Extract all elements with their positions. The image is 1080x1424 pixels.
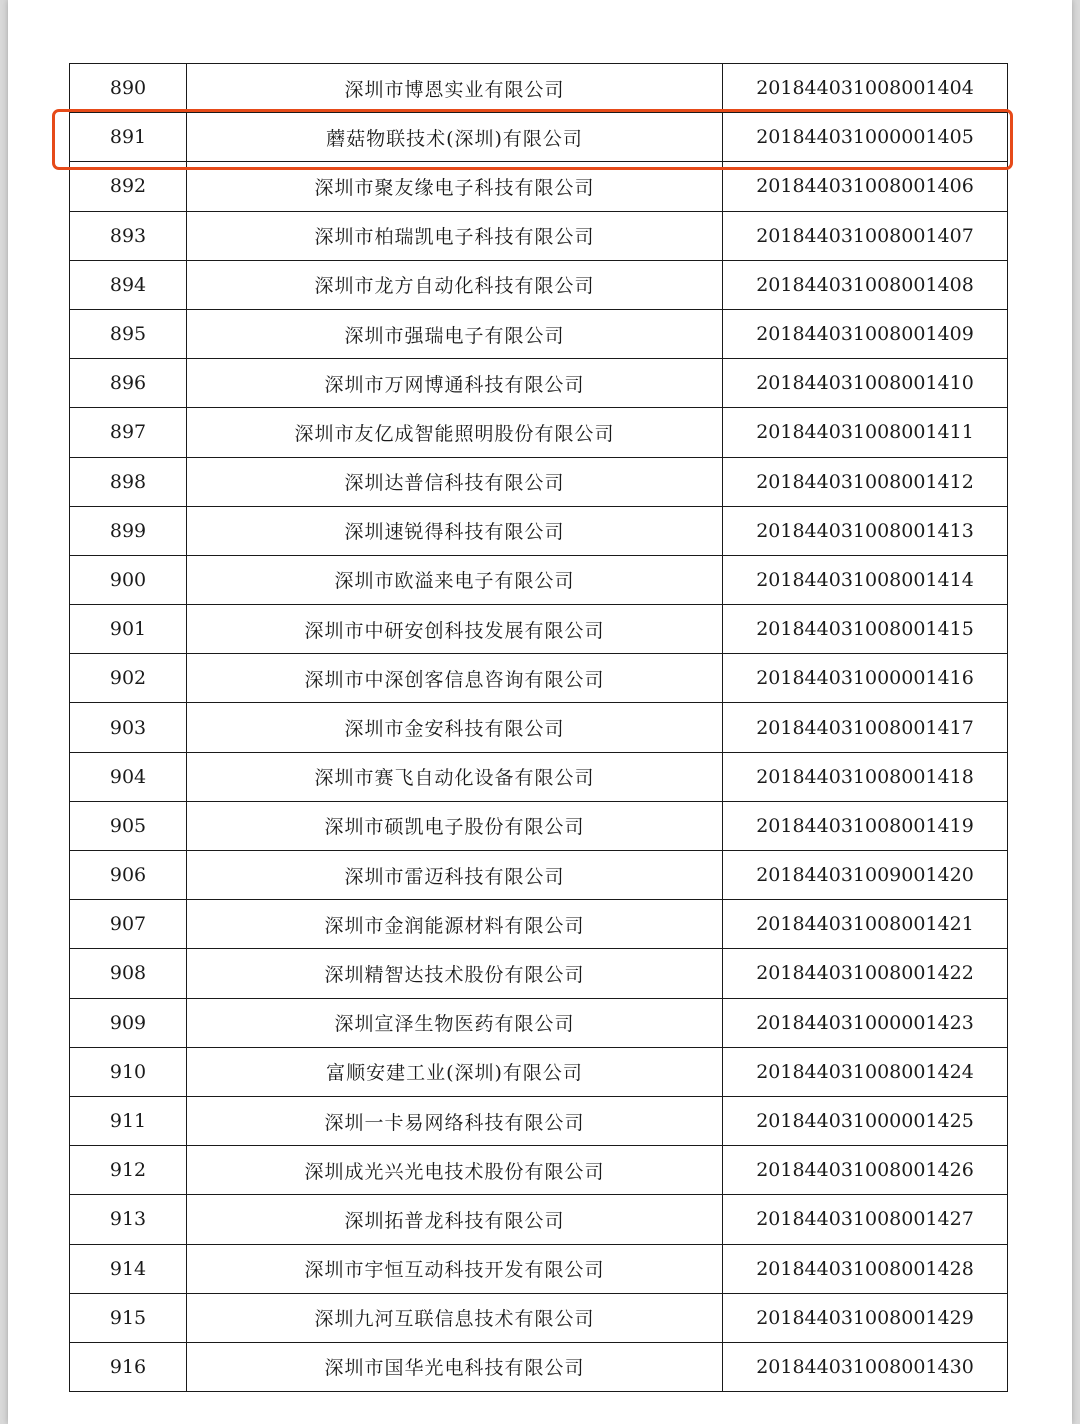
table-row (70, 457, 1008, 506)
registration-code-cell: 201844031008001404 (723, 64, 1008, 113)
table-row (70, 1244, 1008, 1293)
row-number-cell: 903 (70, 703, 187, 752)
row-number-cell: 894 (70, 260, 187, 309)
registration-code-cell: 201844031008001408 (723, 260, 1008, 309)
company-name-cell: 深圳市万网博通科技有限公司 (187, 359, 723, 408)
row-number-cell: 893 (70, 211, 187, 260)
table-row (70, 359, 1008, 408)
row-number-cell: 911 (70, 1096, 187, 1145)
company-name-cell: 深圳拓普龙科技有限公司 (187, 1195, 723, 1244)
table-row (70, 1146, 1008, 1195)
table-row (70, 654, 1008, 703)
company-name-cell: 深圳九河互联信息技术有限公司 (187, 1293, 723, 1342)
row-number-cell: 910 (70, 1047, 187, 1096)
table-row (70, 1047, 1008, 1096)
table-row (70, 1096, 1008, 1145)
registration-code-cell: 201844031008001428 (723, 1244, 1008, 1293)
registration-code-cell: 201844031008001426 (723, 1146, 1008, 1195)
table-row (70, 162, 1008, 211)
table-row (70, 1342, 1008, 1391)
company-name-cell: 深圳市国华光电科技有限公司 (187, 1342, 723, 1391)
row-number-cell: 906 (70, 851, 187, 900)
row-number-cell: 902 (70, 654, 187, 703)
registration-code-cell: 201844031008001414 (723, 555, 1008, 604)
company-name-cell: 深圳市龙方自动化科技有限公司 (187, 260, 723, 309)
registration-code-cell: 201844031008001410 (723, 359, 1008, 408)
company-name-cell: 深圳市聚友缘电子科技有限公司 (187, 162, 723, 211)
registration-code-cell: 201844031008001413 (723, 506, 1008, 555)
row-number-cell: 895 (70, 309, 187, 358)
registration-code-cell: 201844031008001415 (723, 605, 1008, 654)
table-row (70, 998, 1008, 1047)
company-name-cell: 深圳市欧溢来电子有限公司 (187, 555, 723, 604)
row-number-cell: 914 (70, 1244, 187, 1293)
row-number-cell: 898 (70, 457, 187, 506)
registration-code-cell: 201844031008001430 (723, 1342, 1008, 1391)
row-number-cell: 915 (70, 1293, 187, 1342)
registration-code-cell: 201844031008001412 (723, 457, 1008, 506)
table-row (70, 1293, 1008, 1342)
row-number-cell: 892 (70, 162, 187, 211)
company-name-cell: 深圳市中深创客信息咨询有限公司 (187, 654, 723, 703)
table-row (70, 752, 1008, 801)
table-row (70, 64, 1008, 113)
table-row (70, 506, 1008, 555)
registration-code-cell: 201844031009001420 (723, 851, 1008, 900)
company-table (69, 63, 1008, 1392)
company-name-cell: 深圳成光兴光电技术股份有限公司 (187, 1146, 723, 1195)
registration-code-cell: 201844031008001427 (723, 1195, 1008, 1244)
row-number-cell: 897 (70, 408, 187, 457)
row-number-cell: 896 (70, 359, 187, 408)
registration-code-cell: 201844031008001424 (723, 1047, 1008, 1096)
registration-code-cell: 201844031008001417 (723, 703, 1008, 752)
registration-code-cell: 201844031008001409 (723, 309, 1008, 358)
row-number-cell: 916 (70, 1342, 187, 1391)
registration-code-cell: 201844031000001425 (723, 1096, 1008, 1145)
table-row (70, 605, 1008, 654)
company-name-cell: 深圳市强瑞电子有限公司 (187, 309, 723, 358)
table-row (70, 260, 1008, 309)
company-name-cell: 深圳市宇恒互动科技开发有限公司 (187, 1244, 723, 1293)
row-number-cell: 904 (70, 752, 187, 801)
row-number-cell: 900 (70, 555, 187, 604)
table-row (70, 949, 1008, 998)
company-name-cell: 深圳速锐得科技有限公司 (187, 506, 723, 555)
row-number-cell: 890 (70, 64, 187, 113)
table-row (70, 211, 1008, 260)
table-row (70, 309, 1008, 358)
registration-code-cell: 201844031008001429 (723, 1293, 1008, 1342)
row-number-cell: 907 (70, 900, 187, 949)
registration-code-cell: 201844031008001411 (723, 408, 1008, 457)
company-name-cell: 深圳市友亿成智能照明股份有限公司 (187, 408, 723, 457)
registration-code-cell: 201844031008001407 (723, 211, 1008, 260)
registration-code-cell: 201844031008001419 (723, 801, 1008, 850)
company-name-cell: 深圳市柏瑞凯电子科技有限公司 (187, 211, 723, 260)
table-row (70, 555, 1008, 604)
table-row (70, 900, 1008, 949)
company-name-cell: 蘑菇物联技术(深圳)有限公司 (187, 113, 723, 162)
registration-code-cell: 201844031000001423 (723, 998, 1008, 1047)
row-number-cell: 909 (70, 998, 187, 1047)
registration-code-cell: 201844031008001421 (723, 900, 1008, 949)
company-name-cell: 深圳市赛飞自动化设备有限公司 (187, 752, 723, 801)
row-number-cell: 899 (70, 506, 187, 555)
registration-code-cell: 201844031008001418 (723, 752, 1008, 801)
table-row (70, 801, 1008, 850)
row-number-cell: 908 (70, 949, 187, 998)
company-name-cell: 富顺安建工业(深圳)有限公司 (187, 1047, 723, 1096)
company-name-cell: 深圳达普信科技有限公司 (187, 457, 723, 506)
company-name-cell: 深圳市雷迈科技有限公司 (187, 851, 723, 900)
company-name-cell: 深圳市中研安创科技发展有限公司 (187, 605, 723, 654)
row-number-cell: 901 (70, 605, 187, 654)
row-number-cell: 905 (70, 801, 187, 850)
company-name-cell: 深圳市硕凯电子股份有限公司 (187, 801, 723, 850)
registration-code-cell: 201844031000001405 (723, 113, 1008, 162)
company-name-cell: 深圳一卡易网络科技有限公司 (187, 1096, 723, 1145)
registration-code-cell: 201844031008001406 (723, 162, 1008, 211)
registration-code-cell: 201844031000001416 (723, 654, 1008, 703)
row-number-cell: 891 (70, 113, 187, 162)
table-row (70, 1195, 1008, 1244)
table-row (70, 408, 1008, 457)
table-row (70, 703, 1008, 752)
company-table-body (70, 64, 1008, 1392)
row-number-cell: 913 (70, 1195, 187, 1244)
company-name-cell: 深圳市博恩实业有限公司 (187, 64, 723, 113)
company-name-cell: 深圳市金安科技有限公司 (187, 703, 723, 752)
table-row (70, 851, 1008, 900)
company-name-cell: 深圳宣泽生物医药有限公司 (187, 998, 723, 1047)
company-name-cell: 深圳精智达技术股份有限公司 (187, 949, 723, 998)
company-name-cell: 深圳市金润能源材料有限公司 (187, 900, 723, 949)
registration-code-cell: 201844031008001422 (723, 949, 1008, 998)
row-number-cell: 912 (70, 1146, 187, 1195)
document-page (8, 0, 1072, 1424)
table-row (70, 113, 1008, 162)
